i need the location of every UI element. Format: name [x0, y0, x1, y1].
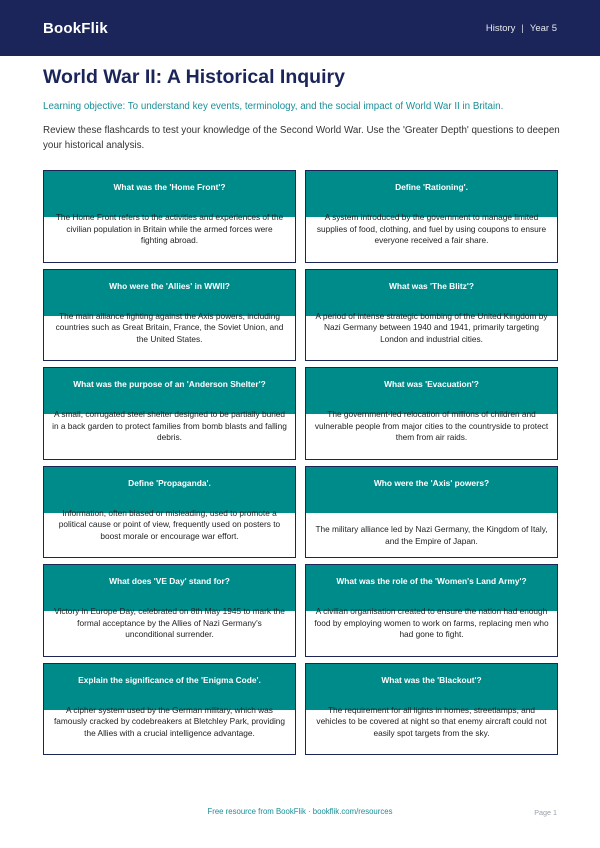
intro-text: Review these flashcards to test your knowledge of the Second World War. Use the 'Greater Depth' questions to deepen your historical analysis. [43, 125, 560, 151]
meta-separator: | [521, 22, 524, 34]
subject-label: History [485, 22, 516, 34]
flashcard-question: Who were the 'Allies' in WWII? [44, 270, 295, 316]
flashcard[interactable] [305, 663, 558, 756]
flashcard-question: Who were the 'Axis' powers? [306, 467, 557, 513]
flashcard[interactable] [43, 269, 296, 362]
flashcard[interactable] [305, 466, 558, 559]
flashcard-question: What was 'Evacuation'? [306, 368, 557, 414]
flashcard[interactable] [305, 170, 558, 263]
flashcard-question: What was the role of the 'Women's Land Army'? [306, 565, 557, 611]
flashcard-answer: The Home Front refers to the activities and experiences of the civilian population in Britain while the armed forces were fighting abroad. [55, 212, 284, 246]
header-bar [0, 0, 600, 56]
flashcard-question: What was the purpose of an 'Anderson Shelter'? [44, 368, 295, 414]
flashcard[interactable] [43, 367, 296, 460]
flashcard-question: Explain the significance of the 'Enigma Code'. [44, 664, 295, 710]
flashcard[interactable] [43, 170, 296, 263]
year-label: Year 5 [529, 22, 557, 34]
page-number: Page 1 [534, 808, 557, 817]
footer-resource-link[interactable]: Free resource from BookFlik · bookflik.com/resources [207, 807, 393, 816]
flashcard[interactable] [305, 367, 558, 460]
flashcard[interactable] [43, 564, 296, 657]
flashcard-answer: The military alliance led by Nazi Germany, the Kingdom of Italy, and the Empire of Japan. [315, 523, 548, 546]
page-title: World War II: A Historical Inquiry [43, 66, 345, 88]
flashcard-answer: Information, often biased or misleading, used to promote a political cause or point of view, frequently used on posters to boost morale or encourage war effort. [58, 507, 281, 541]
flashcard[interactable] [305, 564, 558, 657]
brand-logo[interactable]: BookFlik [43, 19, 108, 37]
flashcard-answer: A period of intense strategic bombing of the United Kingdom by Nazi Germany between 1940 and 1941, primarily targeting London and industrial cities. [315, 310, 548, 344]
flashcard[interactable] [43, 663, 296, 756]
flashcard-question: What does 'VE Day' stand for? [44, 565, 295, 611]
flashcard-answer: Victory in Europe Day, celebrated on 8th May 1945 to mark the formal acceptance by the Allies of Nazi Germany's unconditional surrender. [54, 606, 285, 640]
header-meta [486, 23, 557, 34]
flashcard-answer: The government-led relocation of millions of children and vulnerable people from major cities to the countryside to protect them from air raids. [314, 409, 549, 443]
learning-objective: Learning objective: To understand key events, terminology, and the social impact of World War II in Britain. [43, 101, 504, 112]
flashcard-grid [43, 170, 558, 755]
flashcard-answer: A civilian organisation created to ensure the nation had enough food by employing women to work on farms, replacing men who had gone to fight. [314, 606, 549, 640]
flashcard-question: Define 'Rationing'. [306, 171, 557, 217]
flashcard-question: What was the 'Blackout'? [306, 664, 557, 710]
flashcard-question: What was the 'Home Front'? [44, 171, 295, 217]
flashcard-question: What was 'The Blitz'? [306, 270, 557, 316]
flashcard-answer: The requirement for all lights in homes, streetlamps, and vehicles to be covered at night so that enemy aircraft could not easily spot targets from the sky. [316, 704, 547, 738]
flashcard-answer: The main alliance fighting against the Axis powers, including countries such as Great Britain, France, the Soviet Union, and the United States. [55, 310, 284, 344]
flashcard-answer: A small, corrugated steel shelter designed to be partially buried in a back garden to protect families from bomb blasts and falling debris. [52, 409, 287, 443]
flashcard-question: Define 'Propaganda'. [44, 467, 295, 513]
flashcard[interactable] [305, 269, 558, 362]
flashcard[interactable] [43, 466, 296, 559]
flashcard-answer: A system introduced by the government to manage limited supplies of food, clothing, and fuel by using coupons to ensure everyone received a fair share. [316, 212, 547, 246]
flashcard-answer: A cipher system used by the German military, which was famously cracked by codebreakers at Bletchley Park, providing the Allies with a crucial intelligence advantage. [53, 704, 286, 738]
